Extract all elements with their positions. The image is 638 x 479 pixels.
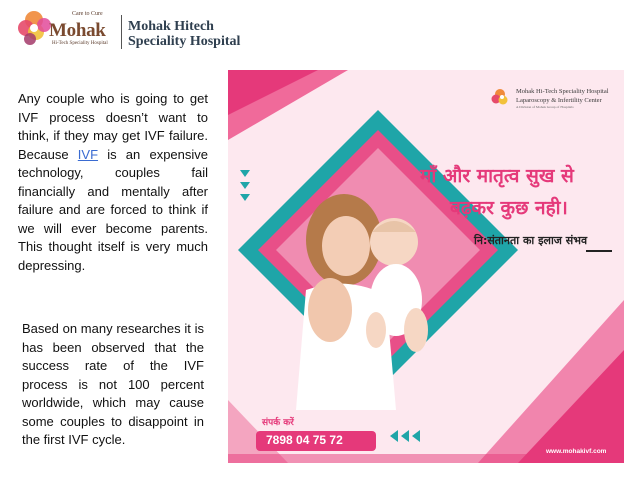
poster-logo-title: Mohak Hi-Tech Speciality Hospital: [516, 88, 609, 95]
intro-text-start: Any couple who is going to get IVF process doesn’t want to think, if they may get IVF failure. Because: [18, 91, 208, 162]
intro-text-end: is an expensive technology, couples fail financially and mentally after failure and are forced to think if we will ever become parents. This thought itself is very much depressing.: [18, 146, 208, 273]
hospital-logo: [12, 6, 264, 52]
poster-tagline: नि:संतानता का इलाज संभव: [474, 234, 588, 247]
tagline-underline: [586, 250, 612, 252]
logo-subtitle: Hi-Tech Speciality Hospital: [52, 41, 108, 46]
poster-headline-line2: बढ़कर कुछ नही।: [450, 197, 568, 219]
hospital-name-line2: Speciality Hospital: [128, 34, 241, 49]
website-link[interactable]: www.mohakivf.com: [546, 448, 607, 455]
mother-baby-image: [266, 180, 466, 410]
hospital-name-line1: Mohak Hitech: [128, 19, 214, 34]
poster-logo-subtitle: Laparoscopy & Infertility Center: [516, 97, 602, 104]
ivf-link[interactable]: IVF: [77, 146, 99, 162]
poster-headline-line1: माँ और मातृत्व सुख से: [420, 165, 574, 187]
phone-number[interactable]: 7898 04 75 72: [266, 433, 343, 447]
ivf-poster: [228, 70, 624, 463]
logo-tagline: Care to Cure: [72, 11, 103, 17]
poster-logo-note: A Division of Mohak Group of Hospitals: [516, 105, 574, 109]
poster-logo: [490, 86, 616, 112]
contact-label: संपर्क करें: [262, 418, 294, 428]
intro-paragraph: [18, 90, 208, 275]
flower-logo-icon: [490, 86, 514, 110]
logo-divider: [121, 15, 122, 49]
logo-brand: Mohak: [49, 20, 106, 41]
research-paragraph: Based on many researches it is has been observed that the success rate of the IVF process is not 100 percent worldwide, which may cause some couples to disappoint in the first IVF cycle.: [22, 321, 204, 447]
